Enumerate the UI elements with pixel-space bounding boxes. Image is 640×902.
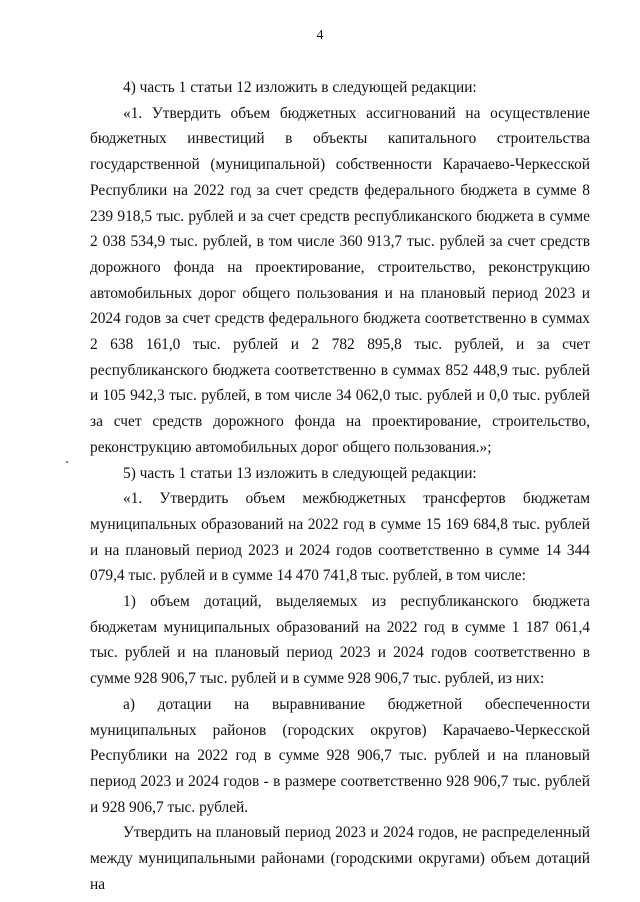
paragraph-article-12-text: «1. Утвердить объем бюджетных ассигнований на осуществление бюджетных инвестиций в объекты капитального строительства государственной (муниципальной) собственности Карачаево-Черкесской Республики на 2022 год за счет средств федерального бюджета в сумме 8 239 918,5 тыс. рублей и за счет средств республиканского бюджета в сумме 2 038 534,9 тыс. рублей, в том числе 360 913,7 тыс. рублей за счет средств дорожного фонда на проектирование, строительство, реконструкцию автомобильных дорог общего пользования и на плановый период 2023 и 2024 годов за счет средств федерального бюджета соответственно в суммах 2 638 161,0 тыс. рублей и 2 782 895,8 тыс. рублей, и за счет республиканского бюджета соответственно в суммах 852 448,9 тыс. рублей и 105 942,3 тыс. рублей, в том числе 34 062,0 тыс. рублей и 0,0 тыс. рублей за счет средств дорожного фонда на проектирование, строительство, реконструкцию автомобильных дорог общего пользования.»; <box>90 104 590 456</box>
document-body <box>90 75 590 898</box>
paragraph-planning-period: Утвердить на плановый период 2023 и 2024 годов, не распределенный между муниципальными районами (городскими округами) объем дотаций на <box>90 824 590 893</box>
paragraph-item-4-heading: 4) часть 1 статьи 12 изложить в следующей редакции: <box>123 79 477 96</box>
paragraph-subitem-a: а) дотации на выравнивание бюджетной обеспеченности муниципальных районов (городских округов) Карачаево-Черкесской Республики на 2022 год в сумме 928 906,7 тыс. рублей и на плановый период 2023 и 2024 годов - в размере соответственно 928 906,7 тыс. рублей и 928 906,7 тыс. рублей. <box>90 695 590 816</box>
scan-speck <box>66 461 68 463</box>
paragraph-subitem-1: 1) объем дотаций, выделяемых из республиканского бюджета бюджетам муниципальных образований на 2022 год в сумме 1 187 061,4 тыс. рублей и на плановый период 2023 и 2024 годов соответственно в сумме 928 906,7 тыс. рублей и в сумме 928 906,7 тыс. рублей, из них: <box>90 593 590 688</box>
paragraph-item-5-heading: 5) часть 1 статьи 13 изложить в следующей редакции: <box>123 464 477 482</box>
page-number: 4 <box>316 28 324 43</box>
paragraph-article-13-text: «1. Утвердить объем межбюджетных трансфертов бюджетам муниципальных образований на 2022 год в сумме 15 169 684,8 тыс. рублей и на плановый период 2023 и 2024 годов соответственно в сумме 14 344 079,4 тыс. рублей и в сумме 14 470 741,8 тыс. рублей, в том числе: <box>90 490 590 585</box>
